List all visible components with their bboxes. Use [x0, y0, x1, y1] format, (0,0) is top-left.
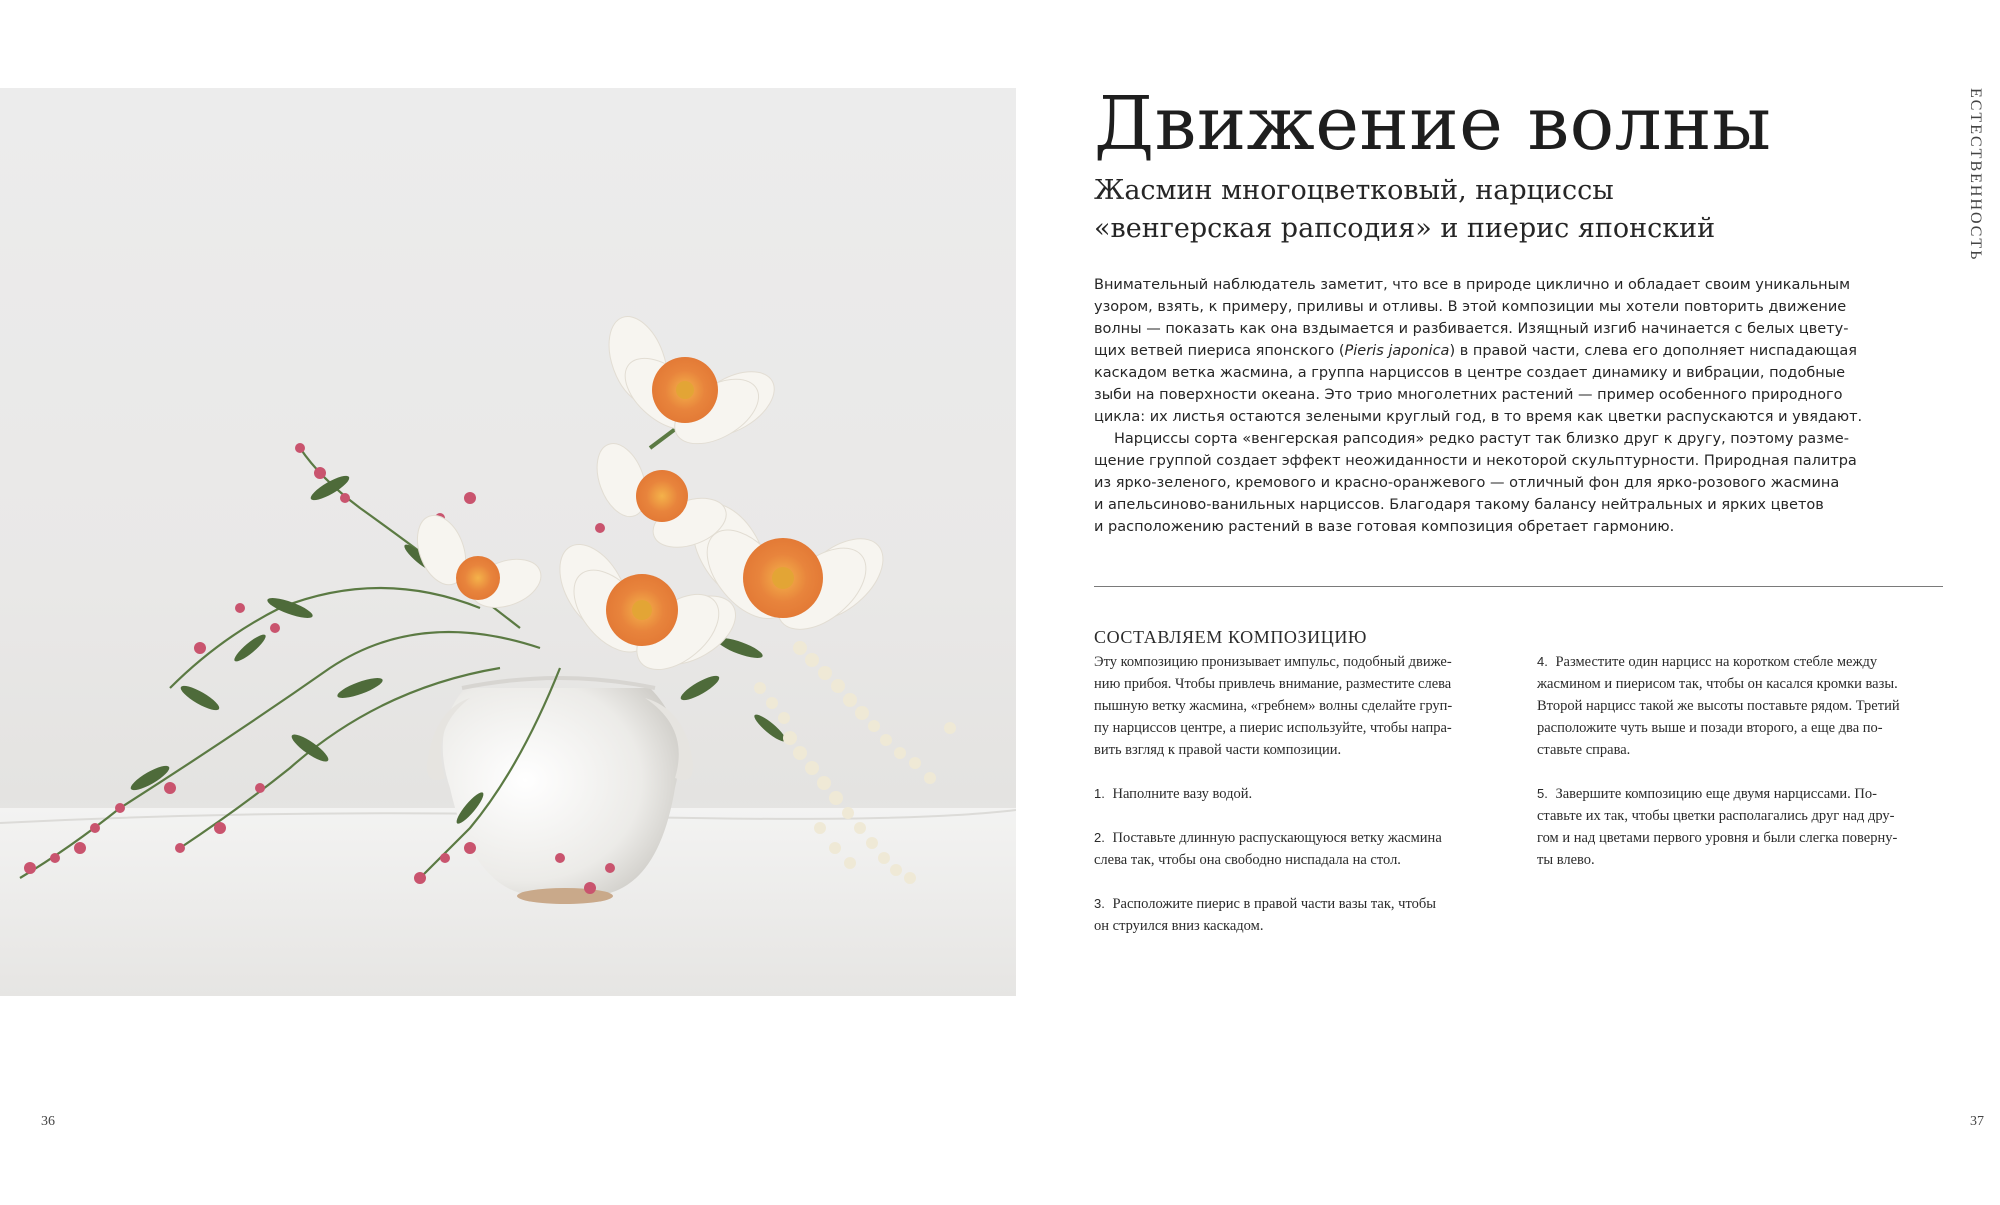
body-line: пу нарциссов центре, а пиерис используйте, чтобы напра- — [1094, 720, 1452, 736]
step-number: 2. — [1094, 830, 1105, 845]
step-text: Второй нарцисс такой же высоты поставьте рядом. Третий — [1537, 698, 1900, 714]
intro-text: щих ветвей пиериса японского ( — [1094, 343, 1345, 359]
step-text: ставьте справа. — [1537, 742, 1631, 758]
page-number-right: 37 — [1970, 1114, 1984, 1129]
intro-line: каскадом ветка жасмина, а группа нарциссов в центре создает динамику и вибрации, подобные — [1094, 365, 1846, 381]
intro-line: Внимательный наблюдатель заметит, что все в природе циклично и обладает своим уникальным — [1094, 277, 1851, 293]
intro-line: и апельсиново-ванильных нарциссов. Благодаря такому балансу нейтральных и ярких цветов — [1094, 497, 1824, 513]
step-text: жасмином и пиерисом так, чтобы он касался кромки вазы. — [1537, 676, 1898, 692]
page-subtitle — [1094, 172, 1734, 248]
step-text: он струился вниз каскадом. — [1094, 918, 1264, 934]
step-text: Наполните вазу водой. — [1112, 786, 1253, 802]
subtitle-line: «венгерская рапсодия» и пиерис японский — [1094, 213, 1716, 244]
intro-line: Нарциссы сорта «венгерская рапсодия» редко растут так близко друг к другу, поэтому разме- — [1114, 431, 1849, 447]
intro-line: из ярко-зеленого, кремового и красно-оранжевого — отличный фон для ярко-розового жасмина — [1094, 475, 1840, 491]
step-2 — [1094, 827, 1504, 849]
body-line: пышную ветку жасмина, «гребнем» волны сделайте груп- — [1094, 698, 1453, 714]
flower-arrangement-photo — [0, 88, 1016, 996]
horizontal-divider — [1094, 586, 1943, 587]
instructions-left-column — [1094, 651, 1504, 937]
step-text: Поставьте длинную распускающуюся ветку жасмина — [1112, 830, 1442, 846]
step-number: 1. — [1094, 786, 1105, 801]
step-text: Разместите один нарцисс на коротком стебле между — [1555, 654, 1878, 670]
daffodil-1 — [598, 309, 785, 457]
flower-arrangement-illustration — [0, 88, 1016, 996]
body-line: Эту композицию пронизывает импульс, подобный движе- — [1094, 654, 1452, 670]
step-text: Расположите пиерис в правой части вазы так, чтобы — [1112, 896, 1436, 912]
daffodil-5 — [409, 509, 548, 617]
step-text: Завершите композицию еще двумя нарциссами. По- — [1555, 786, 1877, 802]
step-3 — [1094, 893, 1504, 915]
body-line: вить взгляд к правой части композиции. — [1094, 742, 1342, 758]
instructions-right-column — [1537, 651, 1947, 871]
step-1 — [1094, 783, 1504, 805]
step-text: слева так, чтобы она свободно ниспадала на стол. — [1094, 852, 1401, 868]
intro-line: щение группой создает эффект неожиданности и некоторой скульптурности. Природная палитра — [1094, 453, 1857, 469]
intro-line — [1094, 340, 1857, 362]
step-number: 5. — [1537, 786, 1548, 801]
intro-line: и расположению растений в вазе готовая композиция обретает гармонию. — [1094, 519, 1675, 535]
step-4 — [1537, 651, 1947, 673]
latin-name: Pieris japonica — [1344, 343, 1450, 359]
step-text: ставьте их так, чтобы цветки располагались друг над дру- — [1537, 808, 1895, 824]
page-title: Движение волны — [1094, 81, 1772, 167]
section-heading: СОСТАВЛЯЕМ КОМПОЗИЦИЮ — [1094, 627, 1368, 647]
subtitle-line: Жасмин многоцветковый, нарциссы — [1094, 175, 1614, 206]
step-text: ты влево. — [1537, 852, 1595, 868]
intro-text: ) в правой части, слева его дополняет ниспадающая — [1449, 343, 1857, 359]
intro-paragraph — [1094, 274, 1863, 538]
intro-line: узором, взять, к примеру, приливы и отливы. В этой композиции мы хотели повторить движение — [1094, 299, 1847, 315]
page-number-left: 36 — [41, 1114, 55, 1129]
chapter-side-label: ЕСТЕСТВЕННОСТЬ — [1967, 88, 1984, 262]
step-5 — [1537, 783, 1947, 805]
intro-line: зыби на поверхности океана. Это трио многолетних растений — пример особенного природного — [1094, 387, 1843, 403]
step-number: 3. — [1094, 896, 1105, 911]
step-text: гом и над цветами первого уровня и были слегка поверну- — [1537, 830, 1898, 846]
step-number: 4. — [1537, 654, 1548, 669]
step-text: расположите чуть выше и позади второго, а еще два по- — [1537, 720, 1883, 736]
body-line: нию прибоя. Чтобы привлечь внимание, разместите слева — [1094, 676, 1452, 692]
intro-line: цикла: их листья остаются зелеными круглый год, в то время как цветки распускаются и увядают. — [1094, 409, 1863, 425]
intro-line: волны — показать как она вздымается и разбивается. Изящный изгиб начинается с белых цвету- — [1094, 321, 1849, 337]
